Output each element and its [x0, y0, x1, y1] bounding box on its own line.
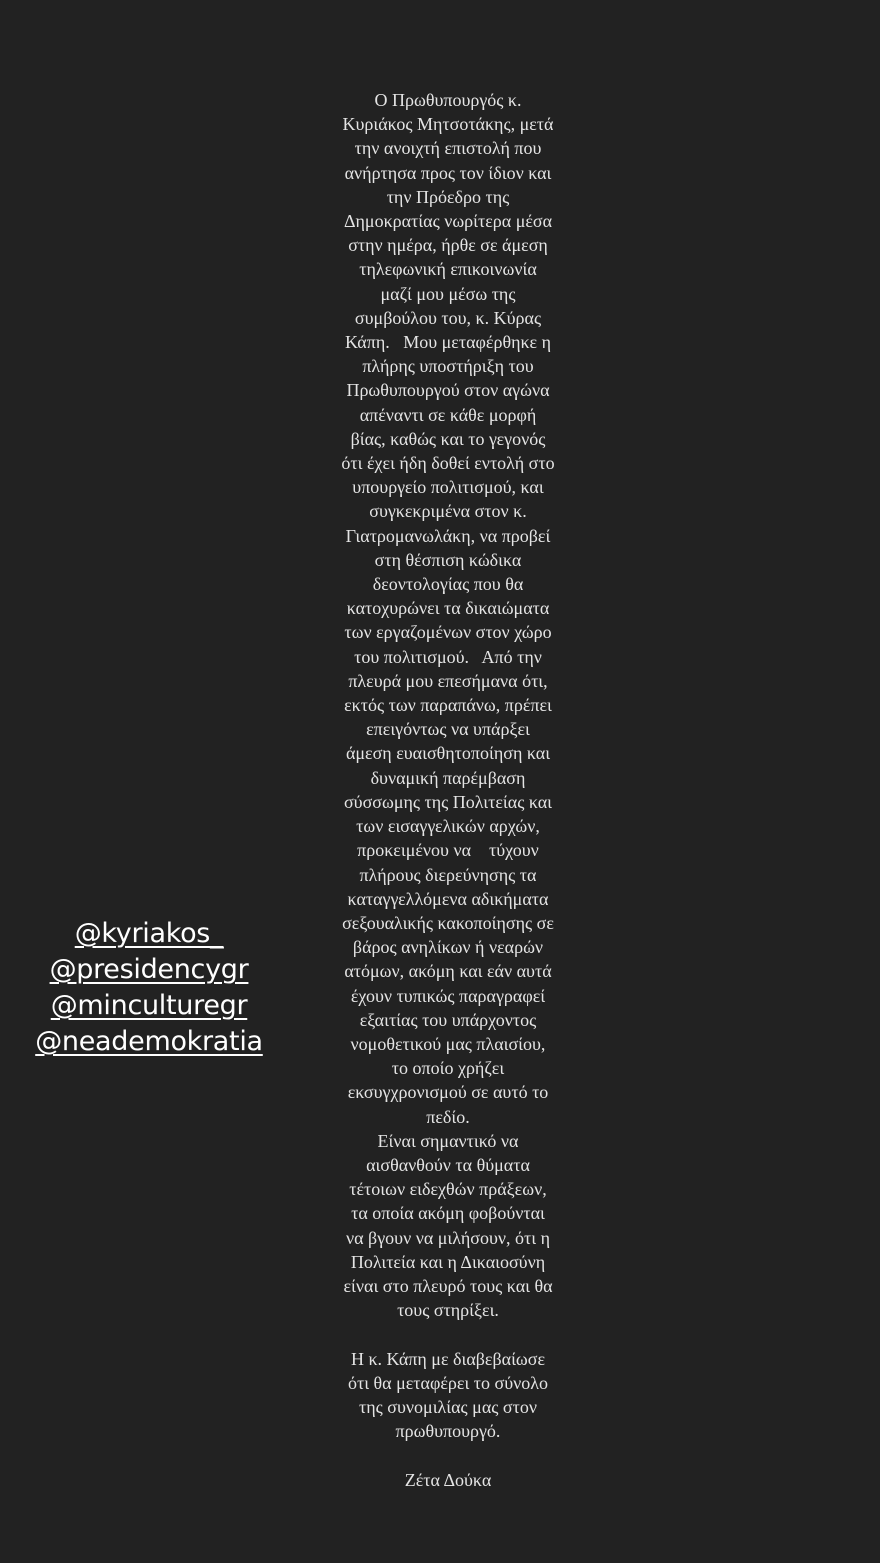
statement-line: στη θέσπιση κώδικα — [374, 549, 522, 570]
statement-line: πλευρά μου επεσήμανα ότι, — [348, 670, 548, 691]
statement-line: Δημοκρατίας νωρίτερα μέσα — [343, 211, 553, 232]
mention-tag-minculturegr[interactable]: @minculturegr — [50, 990, 248, 1021]
statement-line: τους στηρίξει. — [397, 1300, 499, 1321]
statement-line: άμεση ευαισθητοποίηση και — [345, 743, 551, 764]
statement-line: την ανοιχτή επιστολή που — [354, 138, 542, 159]
statement-line: Ζέτα Δούκα — [404, 1469, 492, 1490]
statement-line: υπουργείο πολιτισμού, και — [352, 477, 544, 498]
statement-line: τα οποία ακόμη φοβούνται — [351, 1203, 545, 1224]
statement-line — [296, 1443, 600, 1467]
statement-line: Η κ. Κάπη με διαβεβαίωσε — [350, 1348, 546, 1369]
mention-tag-presidencygr[interactable]: @presidencygr — [49, 954, 249, 985]
statement-line: επειγόντως να υπάρξει — [366, 719, 530, 740]
statement-line: καταγγελλόμενα αδικήματα — [347, 888, 549, 909]
statement-line: έχουν τυπικώς παραγραφεί — [350, 985, 546, 1006]
statement-line: των εργαζομένων στον χώρο — [344, 622, 552, 643]
statement-line: Είναι σημαντικό να — [377, 1130, 519, 1151]
statement-line: της συνομιλίας μας στον — [359, 1396, 537, 1417]
statement-line: είναι στο πλευρό τους και θα — [343, 1275, 553, 1296]
statement-line: του πολιτισμού. Από την — [354, 646, 542, 667]
statement-line: ατόμων, ακόμη και εάν αυτά — [344, 961, 552, 982]
statement-line: ότι θα μεταφέρει το σύνολο — [347, 1372, 549, 1393]
statement-line: ότι έχει ήδη δοθεί εντολή στο — [341, 453, 555, 474]
mention-tags — [24, 916, 274, 1060]
statement-line: βάρος ανηλίκων ή νεαρών — [352, 937, 544, 958]
statement-line: τέτοιων ειδεχθών πράξεων, — [349, 1179, 547, 1200]
statement-line: απέναντι σε κάθε μορφή — [359, 404, 537, 425]
statement-line: πλήρους διερεύνησης τα — [359, 864, 537, 885]
statement-line: πλήρης υποστήριξη του — [362, 356, 534, 377]
statement-line: σύσσωμης της Πολιτείας και — [343, 791, 553, 812]
statement-line: να βγουν να μιλήσουν, ότι η — [345, 1227, 551, 1248]
statement-line: αισθανθούν τα θύματα — [366, 1154, 530, 1175]
statement-line: εκτός των παραπάνω, πρέπει — [344, 695, 552, 716]
statement-line: βίας, καθώς και το γεγονός — [350, 428, 546, 449]
statement-line: νομοθετικού μας πλαισίου, — [350, 1033, 546, 1054]
statement-line: ανήρτησα προς τον ίδιον και — [344, 162, 552, 183]
statement-line: Γιατρομανωλάκη, να προβεί — [345, 525, 551, 546]
statement-line: τηλεφωνική επικοινωνία — [359, 259, 537, 280]
statement-line: πεδίο. — [426, 1106, 470, 1127]
statement-line: προκειμένου να τύχουν — [357, 840, 539, 861]
statement-line: εξαιτίας του υπάρχοντος — [359, 1009, 537, 1030]
statement-line: συγκεκριμένα στον κ. — [369, 501, 527, 522]
statement-line: εκσυγχρονισμού σε αυτό το — [347, 1082, 549, 1103]
statement-line — [296, 1322, 600, 1346]
statement-line: Κάπη. Μου μεταφέρθηκε η — [344, 332, 552, 353]
mention-tag-kyriakos[interactable]: @kyriakos_ — [74, 918, 224, 949]
statement-line: των εισαγγελικών αρχών, — [356, 816, 540, 837]
statement-line: συμβούλου του, κ. Κύρας — [354, 307, 542, 328]
statement-line: Πολιτεία και η Δικαιοσύνη — [350, 1251, 546, 1272]
statement-line: Πρωθυπουργού στον αγώνα — [346, 380, 550, 401]
statement-line: δυναμική παρέμβαση — [370, 767, 526, 788]
statement-line: Ο Πρωθυπουργός κ. — [374, 90, 522, 110]
mention-tag-neademokratia[interactable]: @neademokratia — [35, 1026, 263, 1057]
statement-line: στην ημέρα, ήρθε σε άμεση — [348, 235, 548, 256]
statement-text — [296, 88, 600, 1492]
statement-line: πρωθυπουργό. — [395, 1421, 501, 1442]
statement-line: Κυριάκος Μητσοτάκης, μετά — [342, 114, 554, 135]
statement-line: δεοντολογίας που θα — [372, 574, 524, 595]
statement-line: την Πρόεδρο της — [386, 186, 510, 207]
statement-line: το οποίο χρήζει — [391, 1058, 505, 1079]
statement-line: κατοχυρώνει τα δικαιώματα — [346, 598, 550, 619]
statement-line: μαζί μου μέσω της — [380, 283, 516, 304]
statement-line: σεξουαλικής κακοποίησης σε — [342, 912, 554, 933]
